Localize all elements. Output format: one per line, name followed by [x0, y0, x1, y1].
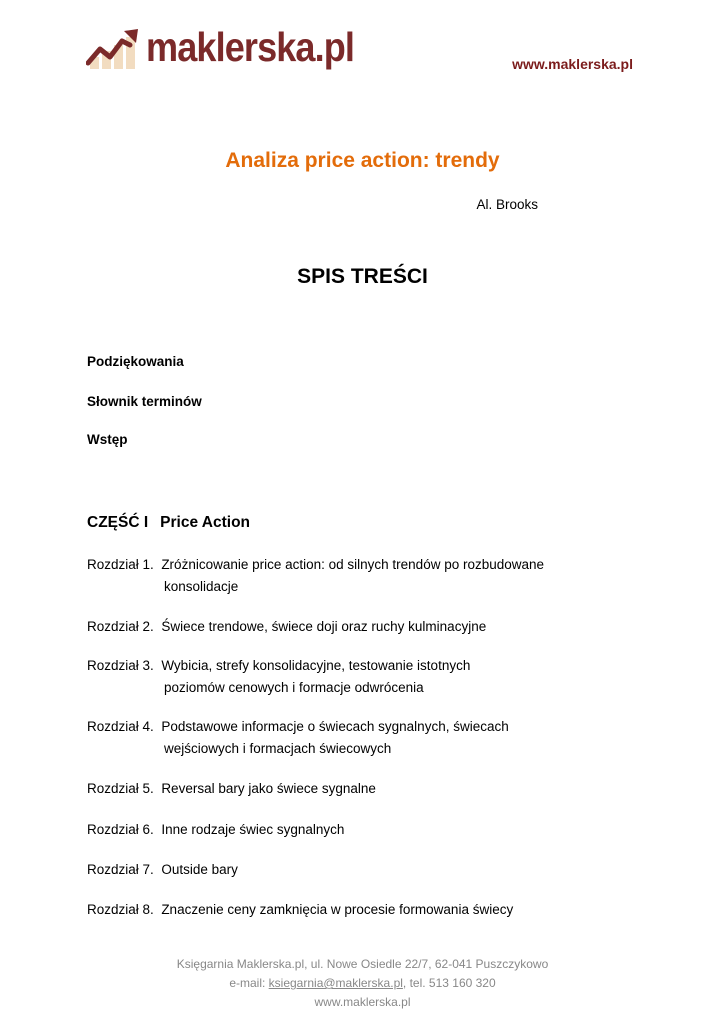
front-matter-introduction: Wstęp — [87, 432, 128, 447]
chapter-number: Rozdział 7. — [87, 862, 154, 877]
part-label: CZĘŚĆ I — [87, 514, 149, 531]
footer-contact — [0, 974, 725, 993]
front-matter-acknowledgements: Podziękowania — [87, 354, 184, 369]
front-matter-glossary: Słownik terminów — [87, 394, 202, 409]
logo — [86, 24, 355, 72]
chapter-title: Świece trendowe, świece doji oraz ruchy kulminacyjne — [161, 619, 487, 634]
page-footer — [0, 955, 725, 1012]
toc-heading: SPIS TREŚCI — [297, 265, 428, 288]
part-heading — [87, 514, 250, 532]
chapter-title-continued: poziomów cenowych i formacje odwrócenia — [164, 679, 424, 695]
chapter-number: Rozdział 1. — [87, 557, 154, 572]
document-title: Analiza price action: trendy — [225, 149, 500, 172]
chapter-number: Rozdział 2. — [87, 619, 154, 634]
chapter-entry-8 — [87, 899, 513, 921]
chapter-title: Outside bary — [161, 862, 238, 877]
chapter-number: Rozdział 5. — [87, 781, 154, 796]
chapter-entry-6 — [87, 819, 344, 841]
footer-website: www.maklerska.pl — [314, 995, 411, 1009]
chapter-title-continued: konsolidacje — [164, 578, 239, 594]
chapter-number: Rozdział 4. — [87, 719, 154, 734]
chapter-number: Rozdział 8. — [87, 902, 154, 917]
part-title: Price Action — [160, 514, 251, 531]
chapter-title: Reversal bary jako świece sygnalne — [161, 781, 376, 796]
site-url-link[interactable]: www.maklerska.pl — [512, 56, 633, 72]
chapter-title: Podstawowe informacje o świecach sygnalnych, świecach — [161, 719, 509, 734]
chapter-title: Znaczenie ceny zamknięcia w procesie formowania świecy — [161, 902, 514, 917]
footer-email-label: e-mail: — [229, 976, 269, 990]
footer-address: Księgarnia Maklerska.pl, ul. Nowe Osiedle 22/7, 62-041 Puszczykowo — [176, 957, 549, 971]
chapter-entry-2 — [87, 616, 486, 638]
chapter-entry-5 — [87, 778, 376, 800]
chapter-title-continued: wejściowych i formacjach świecowych — [164, 740, 392, 756]
chapter-title: Zróżnicowanie price action: od silnych trendów po rozbudowane — [161, 557, 545, 572]
chapter-number: Rozdział 6. — [87, 822, 154, 837]
author: Al. Brooks — [476, 197, 538, 212]
chart-arrow-icon — [86, 27, 140, 71]
footer-phone: , tel. 513 160 320 — [402, 976, 496, 990]
chapter-entry-4 — [87, 716, 509, 759]
chapter-entry-7 — [87, 859, 238, 881]
chapter-entry-1 — [87, 554, 544, 597]
logo-text: maklerska.pl — [146, 24, 355, 70]
footer-email-link[interactable]: ksiegarnia@maklerska.pl — [268, 976, 403, 990]
chapter-title: Wybicia, strefy konsolidacyjne, testowanie istotnych — [161, 658, 471, 673]
chapter-title: Inne rodzaje świec sygnalnych — [161, 822, 345, 837]
chapter-number: Rozdział 3. — [87, 658, 154, 673]
chapter-entry-3 — [87, 655, 470, 698]
